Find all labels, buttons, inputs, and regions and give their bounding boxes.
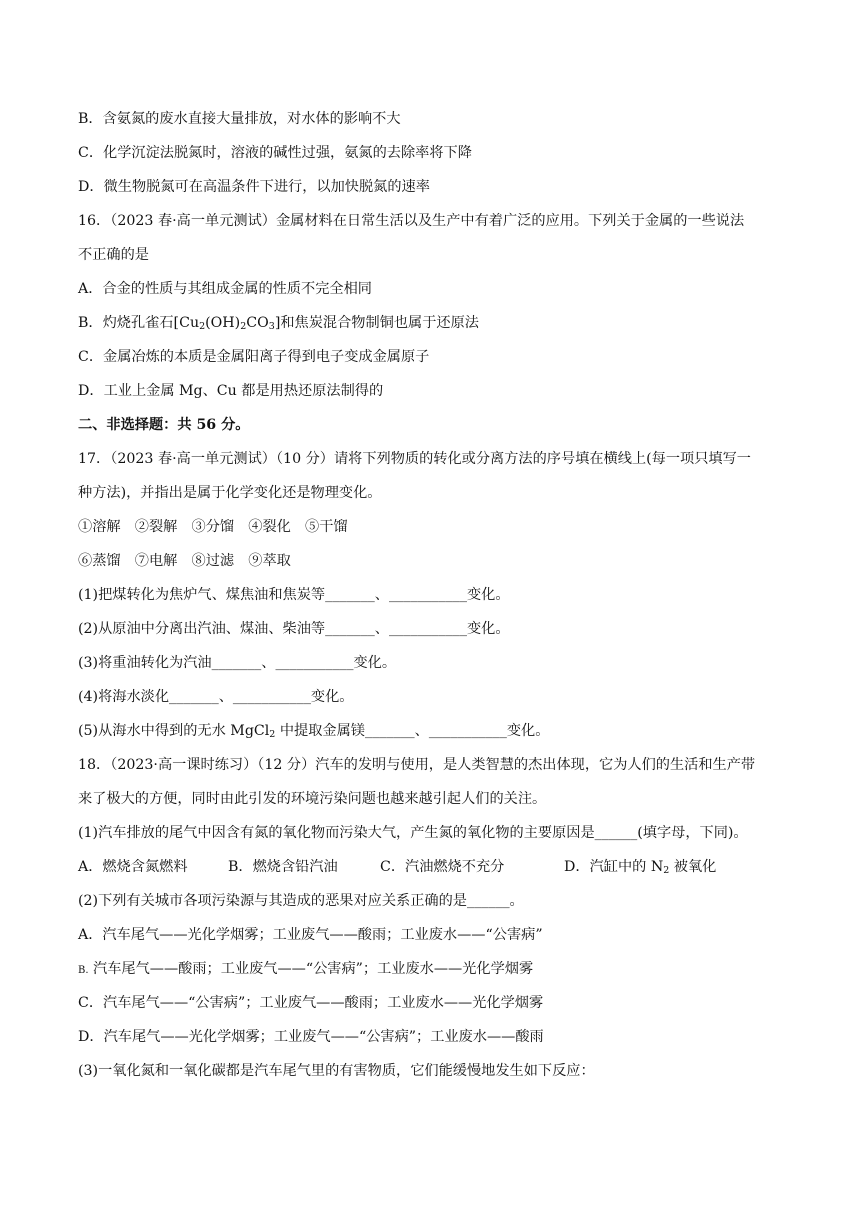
q18-sub1-option-d-post: 被氧化 — [669, 859, 717, 875]
q18-stem-line2: 来了极大的方便，同时由此引发的环境污染问题也越来越引起人们的关注。 — [78, 791, 547, 807]
q17-part5-pre: (5)从海水中得到的无水 MgCl — [78, 723, 270, 739]
q18-sub1-option-a: A．燃烧含氮燃料 — [78, 859, 188, 875]
subscript: 3 — [268, 321, 275, 332]
q16-option-b-mid: (OH) — [205, 315, 241, 331]
q18-sub2-option-d: D．汽车尾气——光化学烟雾；工业废气——“公害病”；工业废水——酸雨 — [78, 1029, 544, 1045]
q16-option-b-pre: B．灼烧孔雀石[Cu — [78, 315, 200, 331]
q18-sub2: (2)下列有关城市各项污染源与其造成的恶果对应关系正确的是______。 — [78, 893, 524, 909]
q17-part3: (3)将重油转化为汽油_______、___________变化。 — [78, 655, 397, 671]
q18-sub1-option-d — [564, 857, 716, 877]
q17-stem-line1: 17．（2023 春·高一单元测试）（10 分）请将下列物质的转化或分离方法的序号填在横线上(每一项只填写一 — [78, 451, 751, 467]
q18-sub1: (1)汽车排放的尾气中因含有氮的氧化物而污染大气，产生氮的氧化物的主要原因是______(填字母，下同)。 — [78, 825, 748, 841]
q18-stem-line1: 18．（2023·高一课时练习）（12 分）汽车的发明与使用，是人类智慧的杰出体现，它为人们的生活和生产带 — [78, 757, 756, 773]
q16-option-a: A．合金的性质与其组成金属的性质不完全相同 — [78, 281, 372, 297]
q16-option-b-co: CO — [246, 315, 269, 331]
q18-sub3: (3)一氧化氮和一氧化碳都是汽车尾气里的有害物质，它们能缓慢地发生如下反应： — [78, 1063, 595, 1079]
q15-option-b: B．含氨氮的废水直接大量排放，对水体的影响不大 — [78, 111, 401, 127]
q17-part2: (2)从原油中分离出汽油、煤油、柴油等_______、___________变化。 — [78, 621, 510, 637]
q18-sub2-option-a: A．汽车尾气——光化学烟雾；工业废气——酸雨；工业废水——“公害病” — [78, 927, 543, 943]
q17-part5-post: 中提取金属镁_______、___________变化。 — [275, 723, 550, 739]
section-heading: 二、非选择题：共 56 分。 — [78, 417, 250, 433]
q18-sub1-option-d-pre: D．汽缸中的 N — [564, 859, 664, 875]
q18-sub2-option-c: C．汽车尾气——“公害病”；工业废气——酸雨；工业废水——光化学烟雾 — [78, 995, 544, 1011]
q17-part5 — [78, 721, 549, 741]
q17-methods-row2: ⑥蒸馏 ⑦电解 ⑧过滤 ⑨萃取 — [78, 553, 291, 569]
subscript: 2 — [663, 865, 670, 876]
q18-sub2-option-b-label: B. — [78, 965, 89, 976]
subscript: 2 — [269, 729, 276, 740]
q16-option-d: D．工业上金属 Mg、Cu 都是用热还原法制得的 — [78, 383, 384, 399]
q16-stem-line1: 16．（2023 春·高一单元测试）金属材料在日常生活以及生产中有着广泛的应用。下列关于金属的一些说法 — [78, 213, 745, 229]
q17-stem-line2: 种方法)，并指出是属于化学变化还是物理变化。 — [78, 485, 382, 501]
q17-part1: (1)把煤转化为焦炉气、煤焦油和焦炭等_______、___________变化。 — [78, 587, 510, 603]
q16-option-c: C．金属冶炼的本质是金属阳离子得到电子变成金属原子 — [78, 349, 430, 365]
q16-stem-line2: 不正确的是 — [78, 247, 149, 263]
q18-sub1-option-b: B．燃烧含铅汽油 — [228, 859, 338, 875]
q16-option-b-post: ]和焦炭混合物制铜也属于还原法 — [274, 315, 479, 331]
q17-methods-row1: ①溶解 ②裂解 ③分馏 ④裂化 ⑤干馏 — [78, 519, 348, 535]
q15-option-c: C．化学沉淀法脱氮时，溶液的碱性过强，氨氮的去除率将下降 — [78, 145, 472, 161]
subscript: 2 — [199, 321, 206, 332]
q16-option-b — [78, 313, 479, 333]
q18-sub2-option-b — [78, 959, 533, 981]
q18-sub1-option-c: C．汽油燃烧不充分 — [380, 859, 505, 875]
subscript: 2 — [240, 321, 247, 332]
q17-part4: (4)将海水淡化_______、___________变化。 — [78, 689, 354, 705]
q15-option-d: D．微生物脱氮可在高温条件下进行，以加快脱氮的速率 — [78, 179, 430, 195]
q18-sub2-option-b-text: 汽车尾气——酸雨；工业废气——“公害病”；工业废水——光化学烟雾 — [88, 961, 534, 977]
